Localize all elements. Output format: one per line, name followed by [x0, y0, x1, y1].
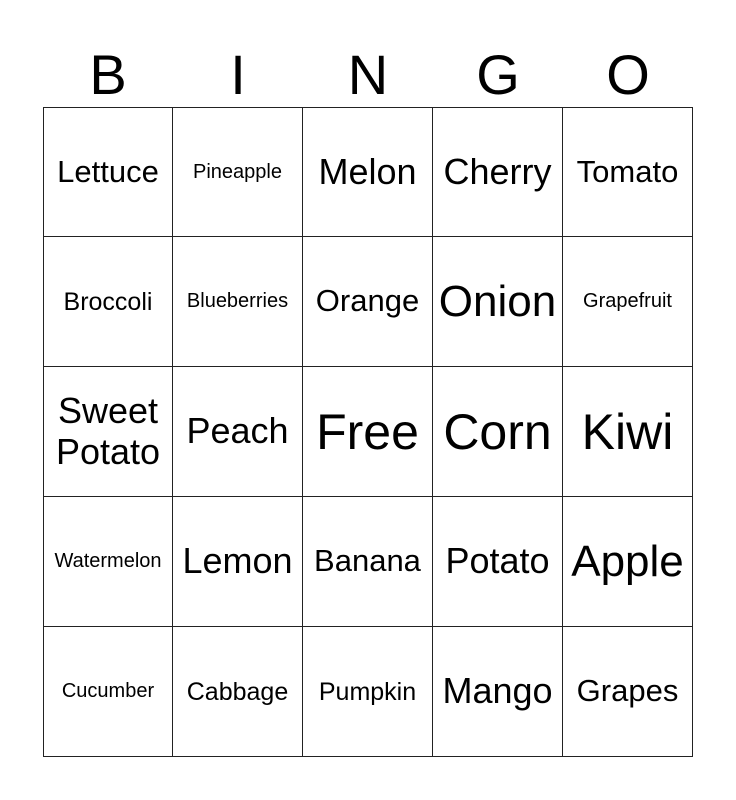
free-space-cell[interactable]: Free — [303, 367, 433, 497]
bingo-board — [43, 107, 693, 757]
bingo-cell[interactable]: Mango — [433, 627, 563, 757]
bingo-cell[interactable]: Cucumber — [43, 627, 173, 757]
bingo-cell[interactable]: Cherry — [433, 107, 563, 237]
bingo-cell[interactable]: Apple — [563, 497, 693, 627]
bingo-cell[interactable]: Watermelon — [43, 497, 173, 627]
bingo-cell[interactable]: Peach — [173, 367, 303, 497]
bingo-cell[interactable]: Potato — [433, 497, 563, 627]
bingo-cell[interactable]: Corn — [433, 367, 563, 497]
header-letter-i: I — [230, 43, 246, 106]
bingo-cell[interactable]: Lettuce — [43, 107, 173, 237]
bingo-cell[interactable]: Sweet Potato — [43, 367, 173, 497]
bingo-cell[interactable]: Onion — [433, 237, 563, 367]
header-letter-o: O — [606, 43, 650, 106]
bingo-cell[interactable]: Banana — [303, 497, 433, 627]
bingo-cell[interactable]: Kiwi — [563, 367, 693, 497]
bingo-cell[interactable]: Pineapple — [173, 107, 303, 237]
bingo-cell[interactable]: Melon — [303, 107, 433, 237]
bingo-cell[interactable]: Orange — [303, 237, 433, 367]
bingo-cell[interactable]: Broccoli — [43, 237, 173, 367]
bingo-cell[interactable]: Grapefruit — [563, 237, 693, 367]
header-letter-n: N — [347, 43, 389, 106]
bingo-cell[interactable]: Grapes — [563, 627, 693, 757]
bingo-header — [43, 42, 693, 108]
bingo-cell[interactable]: Tomato — [563, 107, 693, 237]
bingo-cell[interactable]: Pumpkin — [303, 627, 433, 757]
header-letter-g: G — [476, 43, 520, 106]
bingo-cell[interactable]: Cabbage — [173, 627, 303, 757]
bingo-cell[interactable]: Blueberries — [173, 237, 303, 367]
header-letter-b: B — [89, 43, 127, 106]
bingo-cell[interactable]: Lemon — [173, 497, 303, 627]
